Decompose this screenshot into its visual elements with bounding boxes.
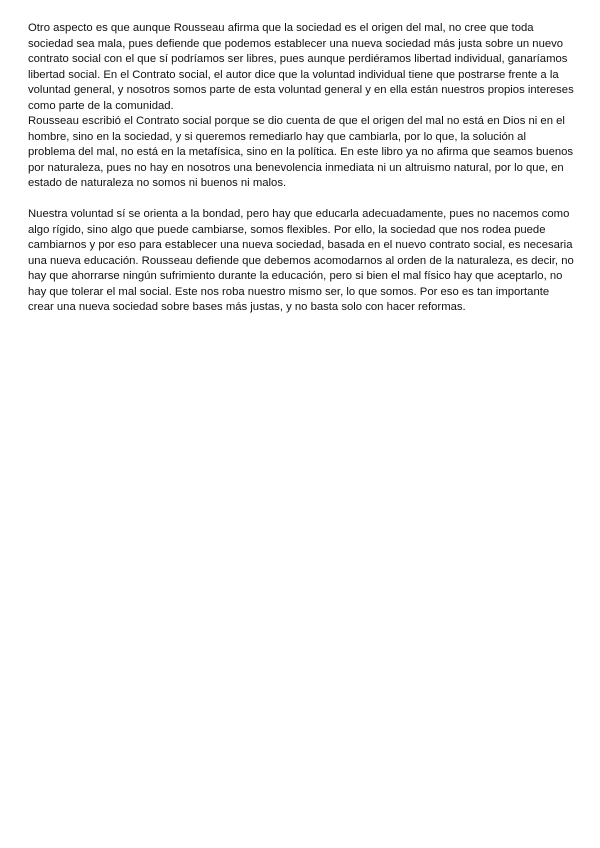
paragraph-2: Rousseau escribió el Contrato social porque se dio cuenta de que el origen del mal no está en Dios ni en el hombre, sino en la sociedad, y si queremos remediarlo hay que cambiarla, por lo que, la solución al problema del mal, no está en la metafísica, sino en la política. En este libro ya no afirma que seamos buenos por naturaleza, pues no hay en nosotros una benevolencia inmediata ni un altruismo natural, por lo que, en estado de naturaleza no somos ni buenos ni malos. — [28, 115, 574, 189]
paragraph-3: Nuestra voluntad sí se orienta a la bondad, pero hay que educarla adecuadamente, pues no nacemos como algo rígido, sino algo que puede cambiarse, somos flexibles. Por ello, la sociedad que nos rodea puede cambiarnos y por eso para establecer una nueva sociedad, basada en el nuevo contrato social, es necesaria una nueva educación. Rousseau defiende que debemos acomodarnos al orden de la naturaleza, es decir, no hay que ahorrarse ningún sufrimiento durante la educación, pero si bien el mal físico hay que aceptarlo, no hay que tolerar el mal social. Este nos roba nuestro mismo ser, lo que somos. Por eso es tan importante crear una nueva sociedad sobre bases más justas, y no basta solo con hacer reformas. — [28, 208, 574, 313]
paragraph-1: Otro aspecto es que aunque Rousseau afirma que la sociedad es el origen del mal, no cree que toda sociedad sea mala, pues defiende que podemos establecer una nueva sociedad más justa sobre un nuevo contrato social con el que sí podríamos ser libres, pues aunque perdiéramos libertad individual, ganaríamos libertad social. En el Contrato social, el autor dice que la voluntad individual tiene que postrarse frente a la voluntad general, y nosotros somos parte de esta voluntad general y en ella están nuestros propios intereses como parte de la comunidad. — [28, 22, 574, 112]
document-body — [28, 21, 574, 316]
paragraph-spacer — [28, 192, 574, 208]
